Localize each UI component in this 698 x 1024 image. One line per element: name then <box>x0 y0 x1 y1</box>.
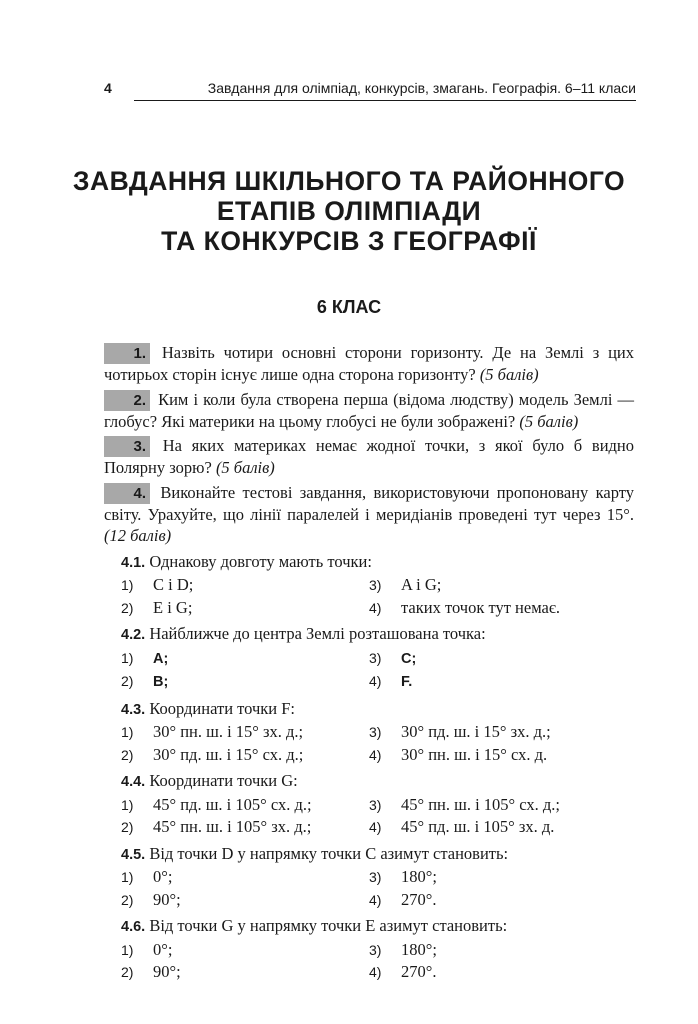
option-number: 2) <box>121 819 134 835</box>
option-row <box>121 794 617 817</box>
option-number: 4) <box>369 964 382 980</box>
option-row <box>121 866 617 889</box>
subquestion-stem <box>121 770 634 794</box>
task-number-badge: 1. <box>104 343 150 364</box>
running-title: Завдання для олімпіад, конкурсів, змагань. Географія. 6–11 класи <box>207 80 636 96</box>
answer-option <box>121 794 369 817</box>
answer-option <box>121 961 369 984</box>
option-number: 1) <box>121 796 134 813</box>
option-text: 270°. <box>401 962 437 981</box>
option-text: 270°. <box>401 889 437 909</box>
subquestion-stem <box>121 843 634 867</box>
page-header <box>104 78 636 102</box>
task-text: На яких материках немає жодної точки, з якої було б видно Полярну зорю? <box>104 436 634 477</box>
answer-option <box>121 889 369 912</box>
option-text: 45° пн. ш. і 105° зх. д.; <box>153 817 312 836</box>
option-number: 4) <box>369 746 382 763</box>
option-number: 4) <box>369 599 382 616</box>
option-number: 4) <box>369 673 382 689</box>
option-row <box>121 670 617 694</box>
option-number: 4) <box>369 819 382 835</box>
page-title-line-2: ЕТАПІВ ОЛІМПІАДИ <box>216 196 482 226</box>
subquestion-text: Найближче до центра Землі розташована точка: <box>149 624 486 643</box>
subquestion <box>121 623 634 694</box>
task-points: (12 балів) <box>104 526 172 545</box>
answer-option <box>121 866 369 889</box>
option-text: 30° пд. ш. і 15° сх. д.; <box>153 744 304 764</box>
option-number: 3) <box>369 724 382 740</box>
subquestion <box>121 843 634 912</box>
task-list <box>104 342 634 984</box>
answer-option <box>121 574 369 597</box>
option-text: 45° пд. ш. і 105° сх. д.; <box>153 794 312 814</box>
option-text: таких точок тут немає. <box>401 597 561 617</box>
option-text: 45° пн. ш. і 105° сх. д.; <box>401 794 560 814</box>
answer-option <box>121 744 369 767</box>
option-text: 180°; <box>401 867 437 886</box>
option-number: 1) <box>121 577 134 593</box>
page-title <box>60 166 638 256</box>
option-row <box>121 574 617 597</box>
subquestion-number: 4.4. <box>121 774 146 790</box>
task-item <box>104 342 634 386</box>
task-points: (5 балів) <box>215 458 275 477</box>
page-title-line-1: ЗАВДАННЯ ШКІЛЬНОГО ТА РАЙОННОГО <box>72 166 626 196</box>
option-row <box>121 889 617 912</box>
option-number: 3) <box>369 649 382 666</box>
answer-option <box>369 961 617 984</box>
option-number: 3) <box>369 796 382 813</box>
subquestion-number: 4.1. <box>121 554 146 571</box>
task-item <box>104 435 634 479</box>
subquestion-number: 4.5. <box>121 846 146 863</box>
subquestion-number: 4.2. <box>121 627 146 643</box>
option-text: 30° пд. ш. і 15° зх. д.; <box>401 722 551 741</box>
option-text: 0°; <box>153 867 173 886</box>
option-number: 2) <box>121 891 134 908</box>
subquestion-text: Від точки G у напрямку точки E азимут становить: <box>149 916 508 935</box>
answer-option <box>121 939 369 962</box>
task-item <box>104 482 634 547</box>
class-heading: 6 КЛАС <box>316 297 382 317</box>
task-text: Ким і коли була створена перша (відома людству) модель Землі — глобус? Які материки на цьому глобусі не були зображені? <box>104 389 635 431</box>
subquestion-stem <box>121 623 634 647</box>
answer-option <box>369 597 617 620</box>
subquestion-text: Координати точки F: <box>149 698 295 718</box>
option-number: 1) <box>121 869 134 885</box>
answer-option <box>369 744 617 767</box>
option-text: E і G; <box>153 597 193 617</box>
option-row <box>121 597 617 620</box>
option-number: 2) <box>121 599 134 616</box>
task-points: (5 балів) <box>519 411 579 431</box>
task-points: (5 балів) <box>479 365 539 384</box>
option-number: 1) <box>121 649 134 666</box>
option-text: 90°; <box>153 889 181 909</box>
option-text: 180°; <box>401 939 437 959</box>
answer-option <box>121 816 369 839</box>
option-row <box>121 744 617 767</box>
subquestion-stem <box>121 915 634 939</box>
task-text: Виконайте тестові завдання, використовуючи пропоновану карту світу. Урахуйте, що лінії паралелей і меридіанів проведені тут через 15°. <box>104 482 634 524</box>
task-text: Назвіть чотири основні сторони горизонту. Де на Землі з цих чотирьох сторін існує лише одна сторона горизонту? <box>104 343 634 384</box>
option-number: 3) <box>369 577 382 593</box>
option-text: B; <box>153 674 169 690</box>
task-item <box>104 389 634 433</box>
page-title-line-3: ТА КОНКУРСІВ З ГЕОГРАФІЇ <box>161 226 537 256</box>
option-number: 4) <box>369 891 382 908</box>
answer-option <box>369 939 617 962</box>
subquestion-text: Від точки D у напрямку точки C азимут становить: <box>149 843 509 863</box>
subquestion <box>121 770 634 839</box>
option-text: C; <box>401 650 417 667</box>
page-number: 4 <box>104 80 112 96</box>
subquestion-stem <box>121 698 634 722</box>
answer-option <box>369 721 617 744</box>
answer-option <box>369 670 617 694</box>
answer-option <box>121 670 369 694</box>
subquestion-text: Координати точки G: <box>149 771 298 790</box>
subquestion <box>121 698 634 767</box>
subquestion <box>121 915 634 984</box>
answer-option <box>369 574 617 597</box>
subquestion-list <box>121 551 634 984</box>
answer-option <box>369 889 617 912</box>
option-text: 30° пн. ш. і 15° зх. д.; <box>153 722 304 741</box>
subquestion-text: Однакову довготу мають точки: <box>149 551 372 571</box>
answer-option <box>121 597 369 620</box>
answer-option <box>369 816 617 839</box>
option-row <box>121 961 617 984</box>
option-text: 90°; <box>153 962 181 981</box>
option-row <box>121 939 617 962</box>
option-text: 45° пд. ш. і 105° зх. д. <box>401 817 555 836</box>
option-number: 3) <box>369 941 382 958</box>
option-number: 3) <box>369 869 382 885</box>
option-text: 30° пн. ш. і 15° сх. д. <box>401 744 548 764</box>
header-divider <box>134 100 636 101</box>
subquestion <box>121 551 634 620</box>
subquestion-number: 4.3. <box>121 701 146 718</box>
answer-option <box>121 721 369 744</box>
option-text: 0°; <box>153 939 173 959</box>
subquestion-number: 4.6. <box>121 919 146 935</box>
task-number-badge: 2. <box>104 390 150 411</box>
option-row <box>121 721 617 744</box>
option-row <box>121 647 617 671</box>
subquestion-stem <box>121 551 634 575</box>
option-number: 2) <box>121 673 134 689</box>
option-text: A; <box>153 650 169 667</box>
option-text: C і D; <box>153 575 194 594</box>
option-number: 2) <box>121 964 134 980</box>
task-number-badge: 3. <box>104 436 150 457</box>
option-text: A і G; <box>401 575 442 594</box>
answer-option <box>369 866 617 889</box>
option-number: 2) <box>121 746 134 763</box>
answer-option <box>121 647 369 671</box>
answer-option <box>369 794 617 817</box>
answer-option <box>369 647 617 671</box>
option-text: F. <box>401 674 413 690</box>
option-number: 1) <box>121 941 134 958</box>
option-number: 1) <box>121 724 134 740</box>
task-number-badge: 4. <box>104 483 150 504</box>
option-row <box>121 816 617 839</box>
